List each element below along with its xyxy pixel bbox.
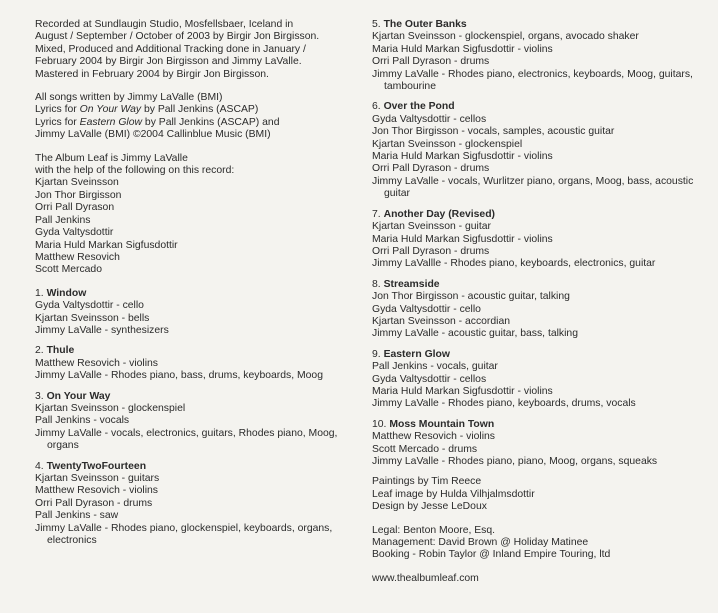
track-heading <box>372 419 707 431</box>
track-credit: Pall Jenkins - vocals <box>35 415 130 427</box>
track-credit: Jimmy LaValle - Rhodes piano, keyboards, drums, vocals <box>372 398 636 410</box>
track-credit: Pall Jenkins - vocals, guitar <box>372 361 498 373</box>
track-block <box>372 101 707 200</box>
track-credit: Matthew Resovich - violins <box>372 431 495 443</box>
track-credit: Matthew Resovich - violins <box>35 357 158 369</box>
lyrics-text: by Pall Jenkins (ASCAP) and <box>142 116 280 128</box>
track-block <box>35 288 355 338</box>
track-title: The Outer Banks <box>383 19 467 30</box>
track-credit: Jimmy LaValle - vocals, Wurlitzer piano, organs, Moog, bass, acoustic guitar <box>372 175 694 200</box>
track-number: 1. <box>35 287 44 299</box>
track-block <box>372 209 707 271</box>
track-credit: Kjartan Sveinsson - accordian <box>372 315 511 327</box>
track-number: 7. <box>372 208 381 220</box>
track-credit: Orri Pall Dyrason - drums <box>372 163 490 175</box>
track-number: 6. <box>372 101 381 113</box>
art-line: Paintings by Tim Reece <box>372 476 482 488</box>
booking-line: Booking - Robin Taylor @ Inland Empire Touring, ltd <box>372 549 611 561</box>
track-block <box>372 19 707 93</box>
left-column <box>35 19 355 555</box>
member-line: with the help of the following on this record: <box>35 165 235 177</box>
track-number: 10. <box>372 418 387 430</box>
track-credit: Jimmy LaValle - Rhodes piano, glockenspiel, keyboards, organs, electronics <box>35 522 333 547</box>
track-number: 8. <box>372 278 381 290</box>
track-credit: Jon Thor Birgisson - vocals, samples, acoustic guitar <box>372 126 615 138</box>
track-credit: Maria Huld Markan Sigfusdottir - violins <box>372 385 553 397</box>
track-credit: Gyda Valtysdottir - cello <box>35 300 144 312</box>
member-line: Pall Jenkins <box>35 214 91 226</box>
track-credit: Orri Pall Dyrason - drums <box>372 56 490 68</box>
track-credit: Maria Huld Markan Sigfusdottir - violins <box>372 43 553 55</box>
legal-line: Legal: Benton Moore, Esq. <box>372 524 496 536</box>
songwriting-credits <box>35 92 355 142</box>
track-credit: Maria Huld Markan Sigfusdottir - violins <box>372 151 553 163</box>
track-block <box>372 279 707 341</box>
member-line: Maria Huld Markan Sigfusdottir <box>35 239 178 251</box>
track-block <box>372 419 707 469</box>
track-credit: Kjartan Sveinsson - glockenspiel <box>35 402 186 414</box>
track-heading <box>35 288 355 300</box>
track-credit: Jimmy LaValle - Rhodes piano, bass, drums, keyboards, Moog <box>35 370 323 382</box>
track-credit: Kjartan Sveinsson - glockenspiel, organs, avocado shaker <box>372 31 639 43</box>
track-credit: Jimmy LaValle - Rhodes piano, piano, Moog, organs, squeaks <box>372 456 658 467</box>
song-title-italic: Eastern Glow <box>79 116 143 128</box>
recording-line: Recorded at Sundlaugin Studio, Mosfellsbaer, Iceland in <box>35 19 294 30</box>
track-heading <box>372 209 707 221</box>
track-number: 5. <box>372 19 381 30</box>
track-credit: Jimmy LaValle - vocals, electronics, guitars, Rhodes piano, Moog, organs <box>35 427 338 452</box>
track-credit: Gyda Valtysdottir - cello <box>372 303 481 315</box>
track-heading <box>372 349 707 361</box>
track-block <box>35 345 355 382</box>
member-line: Gyda Valtysdottir <box>35 227 114 239</box>
member-line: Jon Thor Birgisson <box>35 189 122 201</box>
recording-line: Mixed, Produced and Additional Tracking done in January / <box>35 43 306 55</box>
track-title: Streamside <box>383 278 440 290</box>
track-credit: Maria Huld Markan Sigfusdottir - violins <box>372 233 553 245</box>
lyrics-line: Jimmy LaValle (BMI) ©2004 Callinblue Music (BMI) <box>35 129 271 141</box>
track-credit: Kjartan Sveinsson - guitars <box>35 473 160 484</box>
track-title: Moss Mountain Town <box>389 418 495 430</box>
recording-line: Mastered in February 2004 by Birgir Jon Birgisson. <box>35 68 269 80</box>
track-credit: Jon Thor Birgisson - acoustic guitar, talking <box>372 291 570 303</box>
track-title: Another Day (Revised) <box>383 208 495 220</box>
track-credit: Jimmy LaValle - synthesizers <box>35 324 169 336</box>
track-credit: Orri Pall Dyrason - drums <box>35 497 153 509</box>
track-credit: Jimmy LaVallle - Rhodes piano, keyboards, electronics, guitar <box>372 258 656 270</box>
lyrics-text: Lyrics for <box>35 104 80 116</box>
track-number: 9. <box>372 348 381 360</box>
track-credit: Kjartan Sveinsson - bells <box>35 312 150 324</box>
management-line: Management: David Brown @ Holiday Matinee <box>372 537 589 549</box>
track-title: TwentyTwoFourteen <box>46 460 147 472</box>
track-heading <box>35 391 355 403</box>
track-credit: Kjartan Sveinsson - glockenspiel <box>372 138 523 150</box>
track-credit: Pall Jenkins - saw <box>35 510 119 522</box>
track-credit: Matthew Resovich - violins <box>35 485 158 497</box>
track-credit: Kjartan Sveinsson - guitar <box>372 221 491 233</box>
track-title: Eastern Glow <box>383 348 450 360</box>
track-heading <box>372 279 707 291</box>
track-number: 3. <box>35 390 44 402</box>
track-block <box>35 461 355 548</box>
track-credit: Orri Pall Dyrason - drums <box>372 245 490 257</box>
lyrics-line <box>35 104 355 116</box>
website-url: www.thealbumleaf.com <box>372 572 479 584</box>
recording-line: February 2004 by Birgir Jon Birgisson and Jimmy LaValle. <box>35 56 302 68</box>
recording-credits <box>35 19 355 81</box>
album-leaf-members <box>35 153 355 277</box>
member-line: The Album Leaf is Jimmy LaValle <box>35 152 188 164</box>
track-credit: Jimmy LaValle - acoustic guitar, bass, talking <box>372 328 578 340</box>
right-column <box>372 19 707 585</box>
track-title: Thule <box>46 345 75 357</box>
songs-written-line: All songs written by Jimmy LaValle (BMI) <box>35 92 223 104</box>
track-block <box>35 391 355 453</box>
track-heading <box>35 461 355 473</box>
member-line: Orri Pall Dyrason <box>35 202 115 214</box>
track-heading <box>372 101 707 113</box>
track-block <box>372 349 707 411</box>
business-credits <box>372 525 707 562</box>
track-credit: Scott Mercado - drums <box>372 443 478 455</box>
lyrics-line <box>35 117 355 129</box>
track-credit: Gyda Valtysdottir - cellos <box>372 373 487 385</box>
track-credit: Gyda Valtysdottir - cellos <box>372 113 487 125</box>
track-heading <box>35 345 355 357</box>
art-line: Leaf image by Hulda Vilhjalmsdottir <box>372 488 535 500</box>
song-title-italic: On Your Way <box>79 104 142 116</box>
track-title: Over the Pond <box>383 101 455 113</box>
recording-line: August / September / October of 2003 by Birgir Jon Birgisson. <box>35 31 320 43</box>
track-title: On Your Way <box>46 390 111 402</box>
member-line: Kjartan Sveinsson <box>35 177 119 189</box>
member-line: Scott Mercado <box>35 264 102 276</box>
lyrics-text: by Pall Jenkins (ASCAP) <box>141 104 259 116</box>
lyrics-text: Lyrics for <box>35 116 80 128</box>
member-line: Matthew Resovich <box>35 251 120 263</box>
track-number: 4. <box>35 460 44 472</box>
track-heading <box>372 19 707 31</box>
art-credits <box>372 476 707 513</box>
track-title: Window <box>46 287 87 299</box>
track-number: 2. <box>35 345 44 357</box>
track-credit: Jimmy LaValle - Rhodes piano, electronics, keyboards, Moog, guitars, tambourine <box>372 68 693 93</box>
art-line: Design by Jesse LeDoux <box>372 501 487 513</box>
